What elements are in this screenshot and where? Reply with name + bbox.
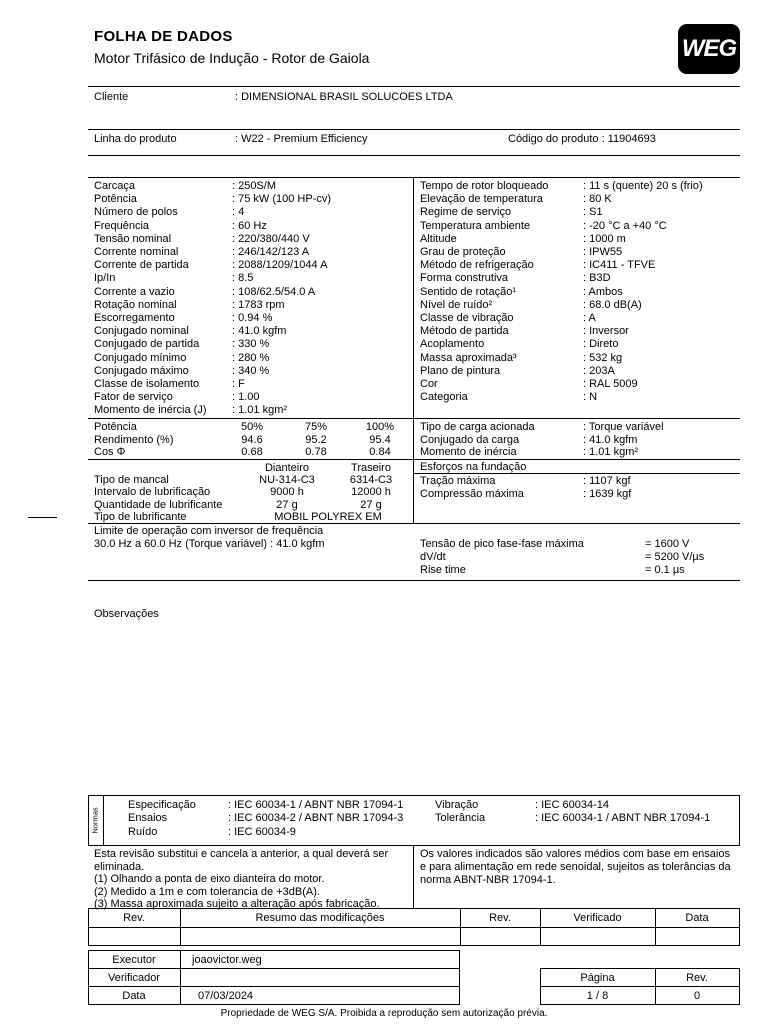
spec-value: : 75 kW (100 HP-cv) — [232, 193, 332, 206]
spec-value: : F — [232, 378, 245, 391]
spec-row — [420, 286, 736, 299]
performance-cell-50: 0.68 — [241, 446, 263, 459]
performance-cell-100: 100% — [365, 421, 395, 433]
sig-table-border — [88, 986, 460, 987]
notes-right: Os valores indicados são valores médios com base em ensaios e para alimentação em rede senoidal, sujeitos as tolerâncias da norma ABNT-NBR 17094-1. — [420, 848, 731, 887]
normas-border-right — [739, 795, 740, 845]
spec-row — [420, 206, 736, 219]
foundation-label: Compressão máxima — [420, 487, 524, 500]
spec-row — [94, 259, 410, 272]
verificador-label: Verificador — [108, 972, 160, 984]
spec-value: : 0.94 % — [232, 312, 273, 325]
spec-label: Conjugado mínimo — [94, 351, 187, 364]
notes-left — [94, 848, 412, 911]
spec-value: : A — [583, 312, 596, 325]
foundation-row — [420, 475, 736, 488]
normas-strip-label: Normas — [91, 806, 101, 834]
divider — [88, 945, 740, 946]
performance-label: Cos Φ — [94, 446, 126, 459]
sig-table-border — [88, 968, 460, 969]
spec-list-left — [94, 180, 410, 418]
spec-value: : 8.5 — [232, 272, 254, 285]
pagina-value: 1 / 8 — [586, 990, 609, 1002]
spec-value: : 1000 m — [583, 232, 626, 245]
spec-row — [94, 312, 410, 325]
codigo-produto: Código do produto : 11904693 — [508, 133, 656, 145]
spec-value: : IPW55 — [583, 246, 623, 259]
spec-row — [94, 378, 410, 391]
normas-right — [435, 799, 735, 826]
spec-label: Fator de serviço — [94, 391, 173, 404]
spec-row — [420, 180, 736, 193]
performance-cell-75: 0.78 — [305, 446, 327, 459]
spec-value: : 203A — [583, 364, 615, 377]
performance-cell-75: 75% — [304, 421, 328, 433]
bearing-row — [94, 486, 413, 498]
divider — [88, 927, 740, 928]
spec-list-right — [420, 180, 736, 404]
spec-label: Categoria — [420, 391, 468, 404]
note-line: (3) Massa aproximada sujeito a alteração após fabricação. — [94, 898, 380, 911]
spec-value: : 1.00 — [232, 391, 260, 404]
inverter-value: = 5200 V/µs — [645, 551, 705, 563]
spec-label: Temperatura ambiente — [420, 219, 531, 232]
spec-value: : 80 K — [583, 193, 612, 206]
spec-row — [94, 272, 410, 285]
performance-table — [94, 421, 412, 459]
inverter-row — [420, 538, 736, 551]
foundation-label: Tração máxima — [420, 475, 496, 487]
performance-row — [94, 434, 412, 447]
spec-row — [94, 299, 410, 312]
divider — [88, 580, 740, 581]
observacoes-title: Observações — [94, 608, 159, 620]
spec-label: Classe de isolamento — [94, 378, 200, 391]
rev-label: Rev. — [686, 972, 708, 984]
spec-label: Grau de proteção — [420, 246, 506, 259]
spec-row — [420, 378, 736, 391]
foundation-table — [420, 475, 736, 500]
sig-table-border — [88, 1004, 460, 1005]
footer-note: Propriedade de WEG S/A. Proibida a reprodução sem autorização prévia. — [220, 1008, 548, 1019]
column-divider — [413, 177, 414, 523]
performance-label: Rendimento (%) — [94, 433, 174, 446]
norma-value: : IEC 60034-1 / ABNT NBR 17094-1 — [228, 799, 404, 811]
spec-label: Forma construtiva — [420, 272, 509, 285]
bearing-row — [94, 474, 413, 486]
spec-label: Plano de pintura — [420, 364, 501, 377]
rev-header-verificado: Verificado — [573, 912, 622, 924]
spec-row — [420, 338, 736, 351]
bearing-label: Intervalo de lubrificação — [94, 486, 211, 499]
spec-label: Corrente de partida — [94, 259, 189, 272]
bearing-header-spacer — [94, 462, 244, 474]
foundation-value: : 1639 kgf — [583, 487, 632, 500]
spec-row — [420, 325, 736, 338]
spec-row — [94, 325, 410, 338]
spec-label: Massa aproximada³ — [420, 351, 517, 364]
norma-label: Especificação — [128, 799, 196, 811]
sig-table-border — [88, 950, 460, 951]
spec-value: : 11 s (quente) 20 s (frio) — [583, 180, 703, 192]
spec-row — [94, 365, 410, 378]
spec-value: : Inversor — [583, 325, 629, 338]
norma-value: : IEC 60034-14 — [535, 799, 609, 811]
normas-left — [128, 799, 413, 839]
spec-row — [94, 246, 410, 259]
bearing-table — [94, 474, 413, 511]
note-line: (2) Medido a 1m e com tolerancia de +3dB(A). — [94, 885, 320, 898]
spec-label: Número de polos — [94, 206, 178, 219]
inverter-label: Rise time — [420, 564, 466, 576]
cliente-label: Cliente — [94, 91, 129, 103]
rev-table-border — [739, 908, 740, 945]
foundation-row — [420, 488, 736, 501]
spec-value: : 41.0 kgfm — [232, 325, 287, 338]
divider — [88, 459, 740, 460]
spec-row — [420, 272, 736, 285]
cliente-value: : DIMENSIONAL BRASIL SOLUCOES LTDA — [235, 91, 453, 103]
spec-row — [420, 352, 736, 365]
spec-row — [420, 193, 736, 206]
spec-label: Conjugado nominal — [94, 325, 189, 338]
linha-produto-value: : W22 - Premium Efficiency — [235, 133, 368, 145]
bearing-front-value: 27 g — [276, 498, 298, 511]
bearing-rear-value: 27 g — [360, 498, 382, 511]
spec-value: : Ambos — [583, 285, 623, 298]
notes-divider — [413, 845, 414, 908]
inverter-row — [420, 564, 736, 577]
spec-value: : 4 — [232, 206, 245, 219]
linha-produto-label: Linha do produto — [94, 133, 177, 145]
spec-row — [94, 206, 410, 219]
lubricant-value: MOBIL POLYREX EM — [274, 511, 382, 523]
document-subtitle: Motor Trifásico de Indução - Rotor de Gaiola — [94, 50, 370, 66]
inverter-row — [420, 551, 736, 564]
norma-row — [128, 812, 413, 825]
divider — [88, 155, 740, 156]
inverter-label: Tensão de pico fase-fase máxima — [420, 538, 584, 550]
spec-label: Potência — [94, 193, 137, 206]
spec-row — [420, 259, 736, 272]
spec-row — [94, 404, 410, 417]
performance-label: Potência — [94, 421, 137, 433]
spec-row — [94, 180, 410, 193]
load-value: : 41.0 kgfm — [583, 433, 638, 446]
norma-value: : IEC 60034-2 / ABNT NBR 17094-3 — [228, 812, 404, 825]
spec-label: Corrente nominal — [94, 246, 179, 259]
load-value: : Torque variável — [583, 421, 664, 433]
bearing-col-front: Dianteiro — [264, 462, 310, 474]
performance-row — [94, 446, 412, 459]
spec-label: Cor — [420, 378, 438, 391]
spec-value: : -20 °C a +40 °C — [583, 219, 667, 232]
spec-row — [420, 246, 736, 259]
performance-row — [94, 421, 412, 434]
lubricant-label: Tipo de lubrificante — [94, 511, 187, 523]
executor-label: Executor — [112, 954, 156, 966]
spec-value: : IC411 - TFVE — [583, 259, 656, 272]
spec-row — [94, 352, 410, 365]
spec-label: Altitude — [420, 232, 457, 245]
weg-logo-text: WEG — [681, 35, 737, 62]
spec-row — [94, 338, 410, 351]
divider — [88, 129, 740, 130]
load-row — [420, 421, 736, 434]
spec-label: Regime de serviço — [420, 206, 512, 219]
spec-row — [420, 299, 736, 312]
load-info — [420, 421, 736, 459]
performance-cell-50: 50% — [240, 421, 264, 433]
spec-row — [420, 312, 736, 325]
bearing-label: Tipo de mancal — [94, 474, 169, 486]
spec-label: Método de refrigeração — [420, 259, 534, 272]
norma-row — [435, 799, 735, 812]
data-value: 07/03/2024 — [198, 990, 254, 1002]
bearing-header — [94, 462, 413, 474]
spec-row — [420, 220, 736, 233]
spec-value: : 68.0 dB(A) — [583, 298, 642, 311]
spec-label: Conjugado de partida — [94, 338, 200, 351]
spec-value: : RAL 5009 — [583, 378, 638, 391]
normas-strip — [88, 795, 104, 845]
spec-value: : 246/142/123 A — [232, 246, 310, 259]
spec-label: Escorregamento — [94, 312, 175, 325]
spec-value: : B3D — [583, 272, 611, 285]
norma-label: Ruído — [128, 825, 158, 838]
norma-label: Tolerância — [435, 812, 486, 825]
norma-value: : IEC 60034-1 / ABNT NBR 17094-1 — [535, 812, 711, 825]
bearing-col-rear: Traseiro — [351, 462, 391, 474]
norma-label: Vibração — [435, 799, 479, 811]
rev-header-resumo: Resumo das modificações — [255, 912, 385, 924]
norma-value: : IEC 60034-9 — [228, 825, 296, 838]
divider — [88, 418, 740, 419]
inverter-value: = 0.1 µs — [645, 564, 685, 576]
spec-row — [94, 220, 410, 233]
spec-row — [420, 233, 736, 246]
spec-row — [94, 286, 410, 299]
divider — [413, 473, 740, 474]
sig-table-border — [540, 968, 740, 969]
spec-value: : 60 Hz — [232, 219, 267, 232]
load-label: Momento de inércia — [420, 446, 517, 459]
spec-label: Momento de inércia (J) — [94, 404, 207, 417]
rev-header-data: Data — [685, 912, 709, 924]
spec-label: Sentido de rotação¹ — [420, 285, 517, 298]
document-title: FOLHA DE DADOS — [94, 28, 233, 45]
divider — [88, 177, 740, 178]
spec-row — [94, 193, 410, 206]
fold-mark — [28, 517, 57, 518]
norma-label: Ensaios — [128, 812, 168, 825]
foundation-value: : 1107 kgf — [583, 475, 631, 487]
performance-cell-50: 94.6 — [241, 433, 263, 446]
load-label: Conjugado da carga — [420, 433, 520, 446]
foundation-title: Esforços na fundação — [420, 461, 527, 473]
load-value: : 1.01 kgm² — [583, 446, 639, 459]
rev-header-rev2: Rev. — [489, 912, 511, 924]
spec-label: Conjugado máximo — [94, 364, 189, 377]
executor-value: joaovictor.weg — [192, 954, 262, 966]
spec-row — [420, 391, 736, 404]
norma-row — [128, 799, 413, 812]
norma-row — [128, 826, 413, 839]
load-row — [420, 446, 736, 459]
note-line: Esta revisão substitui e cancela a anterior, a qual deverá ser eliminada. — [94, 848, 389, 873]
bearing-rear-value: 6314-C3 — [349, 474, 393, 486]
bearing-row — [94, 499, 413, 511]
spec-value: : 1.01 kgm² — [232, 404, 288, 417]
pagina-label: Página — [580, 972, 615, 984]
bearing-label: Quantidade de lubrificante — [94, 498, 223, 511]
sig-table-border — [180, 950, 181, 1004]
rev-header-rev1: Rev. — [123, 912, 145, 924]
spec-value: : 250S/M — [232, 180, 277, 192]
spec-value: : 330 % — [232, 338, 270, 351]
spec-value: : N — [583, 391, 598, 404]
inverter-title: Limite de operação com inversor de frequência — [94, 525, 324, 537]
spec-label: Tempo de rotor bloqueado — [420, 180, 549, 192]
spec-row — [420, 365, 736, 378]
sig-table-border — [540, 1004, 740, 1005]
divider — [88, 795, 740, 796]
norma-row — [435, 812, 735, 825]
spec-row — [94, 233, 410, 246]
sig-table-border — [739, 968, 740, 1004]
performance-cell-100: 0.84 — [369, 446, 391, 459]
spec-value: : 1783 rpm — [232, 298, 285, 311]
load-row — [420, 434, 736, 447]
spec-label: Carcaça — [94, 180, 135, 192]
spec-value: : 108/62.5/54.0 A — [232, 285, 316, 298]
inverter-value: = 1600 V — [645, 538, 690, 550]
divider — [88, 86, 740, 87]
sig-table-border — [540, 986, 740, 987]
spec-value: : 340 % — [232, 364, 270, 377]
spec-value: : 220/380/440 V — [232, 232, 310, 245]
bearing-front-value: 9000 h — [270, 486, 304, 499]
spec-label: Nível de ruído² — [420, 298, 493, 311]
spec-label: Método de partida — [420, 325, 509, 338]
spec-value: : 532 kg — [583, 351, 623, 364]
lubricant-row — [94, 511, 413, 523]
spec-label: Elevação de temperatura — [420, 193, 543, 206]
performance-cell-100: 95.4 — [369, 433, 391, 446]
spec-label: Acoplamento — [420, 338, 485, 351]
rev-value: 0 — [693, 990, 701, 1002]
spec-row — [94, 391, 410, 404]
spec-value: : 280 % — [232, 351, 270, 364]
bearing-rear-value: 12000 h — [351, 486, 391, 499]
inverter-table — [420, 538, 736, 577]
divider — [88, 845, 740, 846]
spec-label: Tensão nominal — [94, 232, 172, 245]
inverter-label: dV/dt — [420, 551, 446, 563]
spec-label: Classe de vibração — [420, 312, 514, 325]
load-label: Tipo de carga acionada — [420, 421, 535, 433]
weg-logo — [678, 24, 740, 74]
spec-label: Frequência — [94, 219, 150, 232]
sig-table-border — [459, 950, 460, 1004]
spec-value: : 2088/1209/1044 A — [232, 259, 328, 272]
spec-value: : S1 — [583, 206, 603, 219]
bearing-front-value: NU-314-C3 — [259, 474, 315, 486]
note-line: (1) Olhando a ponta de eixo dianteira do motor. — [94, 873, 325, 886]
spec-label: Rotação nominal — [94, 298, 177, 311]
data-label: Data — [122, 990, 146, 1002]
spec-label: Ip/In — [94, 272, 116, 285]
inverter-range: 30.0 Hz a 60.0 Hz (Torque variável) : 41.0 kgfm — [94, 538, 325, 550]
performance-cell-75: 95.2 — [305, 433, 327, 446]
spec-label: Corrente a vazio — [94, 285, 175, 298]
spec-value: : Direto — [583, 338, 619, 351]
